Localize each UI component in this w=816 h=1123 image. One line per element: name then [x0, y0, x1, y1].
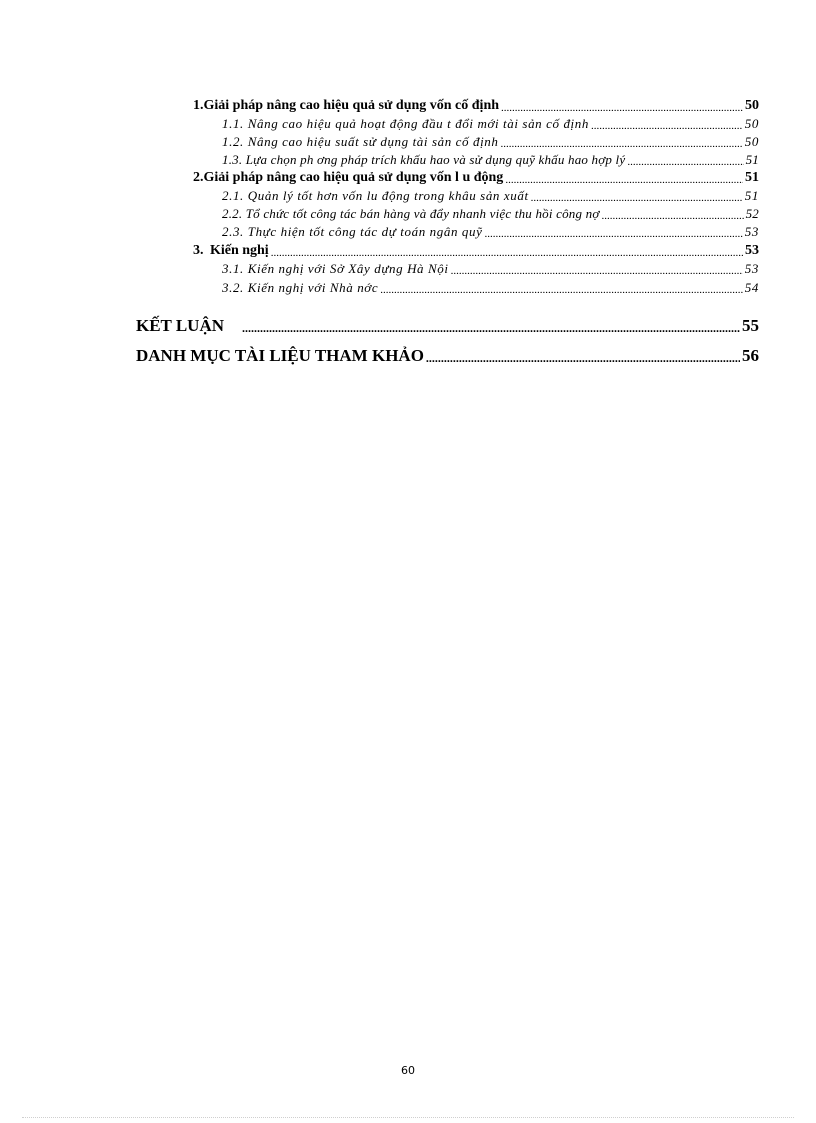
- toc-number: 3.: [193, 243, 204, 258]
- toc-entry-1-3[interactable]: [222, 151, 759, 168]
- toc-page: 53: [745, 243, 759, 258]
- toc-title: 2.1. Quản lý tốt hơn vốn lu động trong khâu sản xuất: [222, 188, 529, 203]
- toc-page: 50: [744, 116, 759, 131]
- dot-leader: [501, 138, 743, 150]
- toc-title: Kiến nghị: [209, 243, 269, 258]
- toc-page: 50: [744, 134, 759, 149]
- toc-title: Giải pháp nâng cao hiệu quả sử dụng vốn cố định: [203, 98, 500, 113]
- dot-leader: [627, 156, 743, 168]
- dot-leader: [242, 321, 740, 336]
- toc-title: 3.1. Kiến nghị với Sở Xây dựng Hà Nội: [222, 261, 449, 276]
- toc-entry-3-1[interactable]: [222, 260, 759, 277]
- dot-leader: [271, 247, 743, 259]
- toc-section-3[interactable]: [193, 241, 759, 259]
- dot-leader: [505, 174, 743, 186]
- page-bottom-divider: [22, 1117, 794, 1118]
- toc-title: 1.1. Nâng cao hiệu quả hoạt động đầu t đổi mới tài sản cố định: [222, 116, 589, 131]
- toc-page: 53: [744, 261, 759, 276]
- toc-page: 55: [742, 316, 759, 335]
- dot-leader: [484, 228, 742, 240]
- toc-title: 1.2. Nâng cao hiệu suất sử dụng tài sản cố định: [222, 134, 499, 149]
- toc-title: 3.2. Kiến nghị với Nhà nớc: [222, 280, 379, 295]
- toc-title: 2.2. Tổ chức tốt công tác bán hàng và đẩy nhanh việc thu hồi công nợ: [222, 206, 600, 221]
- toc-page: 50: [745, 98, 759, 113]
- toc-title: DANH MỤC TÀI LIỆU THAM KHẢO: [136, 346, 424, 365]
- dot-leader: [601, 210, 743, 222]
- toc-title: Giải pháp nâng cao hiệu quả sử dụng vốn l u động: [203, 170, 504, 185]
- toc-page: 53: [744, 224, 759, 239]
- toc-entry-2-1[interactable]: [222, 187, 759, 204]
- toc-title: 2.3. Thực hiện tốt công tác dự toán ngân quỹ: [222, 224, 483, 239]
- dot-leader: [426, 351, 740, 366]
- toc-entry-3-2[interactable]: [222, 279, 759, 296]
- dot-leader: [591, 120, 743, 132]
- toc-page: 51: [745, 170, 759, 185]
- toc-entry-2-2[interactable]: [222, 205, 759, 222]
- dot-leader: [531, 192, 743, 204]
- toc-conclusion[interactable]: [136, 312, 759, 336]
- dot-leader: [380, 284, 743, 296]
- toc-references[interactable]: [136, 342, 759, 366]
- toc-title: KẾT LUẬN: [136, 316, 225, 335]
- toc-title: 1.3. Lựa chọn ph ơng pháp trích khấu hao và sử dụng quỹ khấu hao hợp lý: [222, 152, 626, 167]
- toc-number: 1.: [193, 98, 204, 113]
- toc-page: 52: [745, 206, 759, 221]
- toc-entry-2-3[interactable]: [222, 223, 759, 240]
- toc-section-1[interactable]: [193, 96, 759, 114]
- toc-entry-1-1[interactable]: [222, 115, 759, 132]
- toc-page: 51: [745, 152, 759, 167]
- toc-section-2[interactable]: [193, 168, 759, 186]
- toc-number: 2.: [193, 170, 204, 185]
- dot-leader: [501, 102, 743, 114]
- toc-page: 56: [742, 346, 759, 365]
- toc-page: 54: [744, 280, 759, 295]
- toc-page: 51: [744, 188, 759, 203]
- dot-leader: [451, 265, 743, 277]
- toc-entry-1-2[interactable]: [222, 133, 759, 150]
- page-number: 60: [401, 1064, 415, 1077]
